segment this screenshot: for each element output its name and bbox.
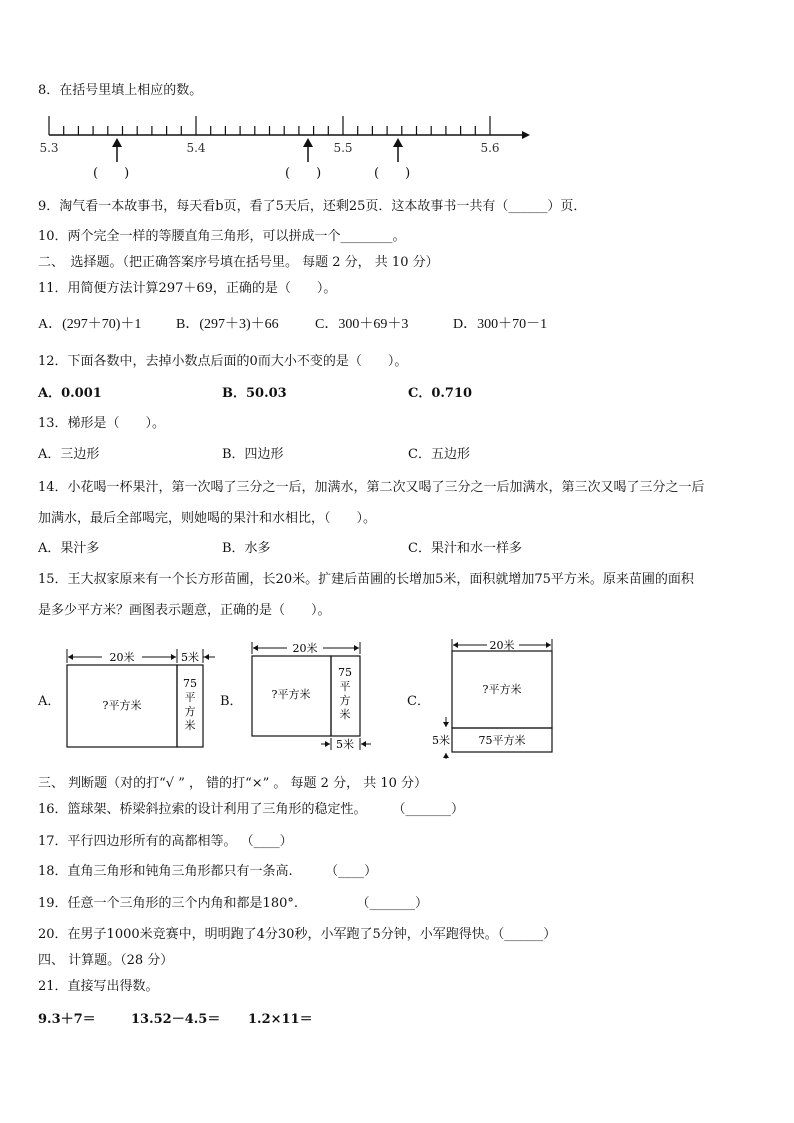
svg-text:米: 米 <box>339 708 351 721</box>
svg-text:平: 平 <box>339 680 351 693</box>
q13-option-a: A．三边形 <box>38 447 100 462</box>
answer-blank[interactable]: ( ) <box>93 166 130 181</box>
q13-option-c: C．五边形 <box>408 447 470 462</box>
calc-item: 9.3＋7＝ <box>38 1012 96 1027</box>
answer-blank[interactable]: ( ) <box>374 166 411 181</box>
q11-stem: 11．用简便方法计算297＋69，正确的是（ ）。 <box>38 281 337 296</box>
q14-option-c: C．果汁和水一样多 <box>408 541 522 556</box>
up-arrow <box>393 138 403 162</box>
q14-option-a: A．果汁多 <box>38 541 100 556</box>
up-arrow <box>112 138 122 162</box>
q15-option-a: A． <box>38 694 61 709</box>
tick-label: 5.3 <box>39 141 59 155</box>
dimension-label: 5米 <box>181 651 199 664</box>
svg-text:方: 方 <box>184 705 196 718</box>
svg-text:5米: 5米 <box>432 734 450 747</box>
svg-text:5米: 5米 <box>336 738 354 751</box>
svg-text:?平方米: ?平方米 <box>271 688 311 701</box>
q12-option-c: C．0.710 <box>408 386 473 401</box>
q11-option-b: B．(297＋3)＋66 <box>176 317 279 332</box>
svg-text:20米: 20米 <box>489 639 515 652</box>
q18-text: 18．直角三角形和钝角三角形都只有一条高. （____） <box>38 864 378 879</box>
q16-text: 16．篮球架、桥梁斜拉索的设计利用了三角形的稳定性。 （_______） <box>38 802 465 817</box>
diagram-c <box>425 635 560 760</box>
q13-option-b: B．四边形 <box>222 447 284 462</box>
q11-option-d: D．300＋70－1 <box>453 317 548 332</box>
svg-text:平: 平 <box>184 691 196 704</box>
area-label: ?平方米 <box>102 699 142 712</box>
diagram-b <box>245 640 385 755</box>
q21-stem: 21．直接写出得数。 <box>38 979 159 994</box>
svg-text:75: 75 <box>338 666 352 679</box>
section-heading: 四、 计算题。（28 分） <box>38 953 174 968</box>
tick-label: 5.6 <box>480 141 500 155</box>
q11-option-a: A．(297＋70)＋1 <box>38 317 142 332</box>
dimension-label: 20米 <box>109 651 135 664</box>
q12-option-a: A．0.001 <box>38 386 102 401</box>
number-line-arrowhead <box>522 131 530 139</box>
q13-stem: 13．梯形是（ ）。 <box>38 416 166 431</box>
q20-text: 20．在男子1000米竞赛中，明明跑了4分30秒，小军跑了5分钟，小军跑得快。（______） <box>38 927 557 942</box>
diagram-a <box>60 645 220 755</box>
section-heading: 二、 选择题。（把正确答案序号填在括号里。 每题 2 分， 共 10 分） <box>38 255 439 270</box>
q8-text: 8．在括号里填上相应的数。 <box>38 83 203 98</box>
q9-text: 9．淘气看一本故事书，每天看b页，看了5天后，还剩25页．这本故事书一共有（______）页． <box>38 199 587 214</box>
svg-text:?平方米: ?平方米 <box>482 683 522 696</box>
q14-line1: 14．小花喝一杯果汁，第一次喝了三分之一后，加满水，第二次又喝了三分之一后加满水，第三次又喝了三分之一后 <box>38 480 705 495</box>
answer-blank[interactable]: ( ) <box>285 166 322 181</box>
svg-text:方: 方 <box>339 694 351 707</box>
q10-text: 10．两个完全一样的等腰直角三角形，可以拼成一个________。 <box>38 229 406 244</box>
q19-text: 19．任意一个三角形的三个内角和都是180°. （_______） <box>38 896 428 911</box>
svg-text:75平方米: 75平方米 <box>478 734 526 747</box>
q15-option-b: B． <box>220 694 243 709</box>
tick-label: 5.4 <box>186 141 206 155</box>
q12-stem: 12．下面各数中，去掉小数点后面的0而大小不变的是（ ）。 <box>38 354 408 369</box>
calc-item: 13.52－4.5＝ <box>131 1012 221 1027</box>
calc-item: 1.2×11＝ <box>248 1012 313 1027</box>
q15-line2: 是多少平方米？画图表示题意，正确的是（ ）。 <box>38 603 331 618</box>
q15-option-c: C． <box>407 694 430 709</box>
svg-text:米: 米 <box>184 719 196 732</box>
tick-label: 5.5 <box>333 141 353 155</box>
q17-text: 17．平行四边形所有的高都相等。 （____） <box>38 834 293 849</box>
q14-option-b: B．水多 <box>222 541 271 556</box>
q11-option-c: C．300＋69＋3 <box>315 317 409 332</box>
up-arrow <box>303 138 313 162</box>
q12-option-b: B．50.03 <box>222 386 287 401</box>
svg-text:75: 75 <box>183 677 197 690</box>
q15-line1: 15．王大叔家原来有一个长方形苗圃，长20米。扩建后苗圃的长增加5米，面积就增加75平方米。原来苗圃的面积 <box>38 572 694 587</box>
section-heading: 三、 判断题（对的打“√ ” ， 错的打“×” 。 每题 2 分， 共 10 分） <box>38 776 428 791</box>
svg-text:20米: 20米 <box>292 642 318 655</box>
q14-line2: 加满水，最后全部喝完，则她喝的果汁和水相比，（ ）。 <box>38 511 377 526</box>
